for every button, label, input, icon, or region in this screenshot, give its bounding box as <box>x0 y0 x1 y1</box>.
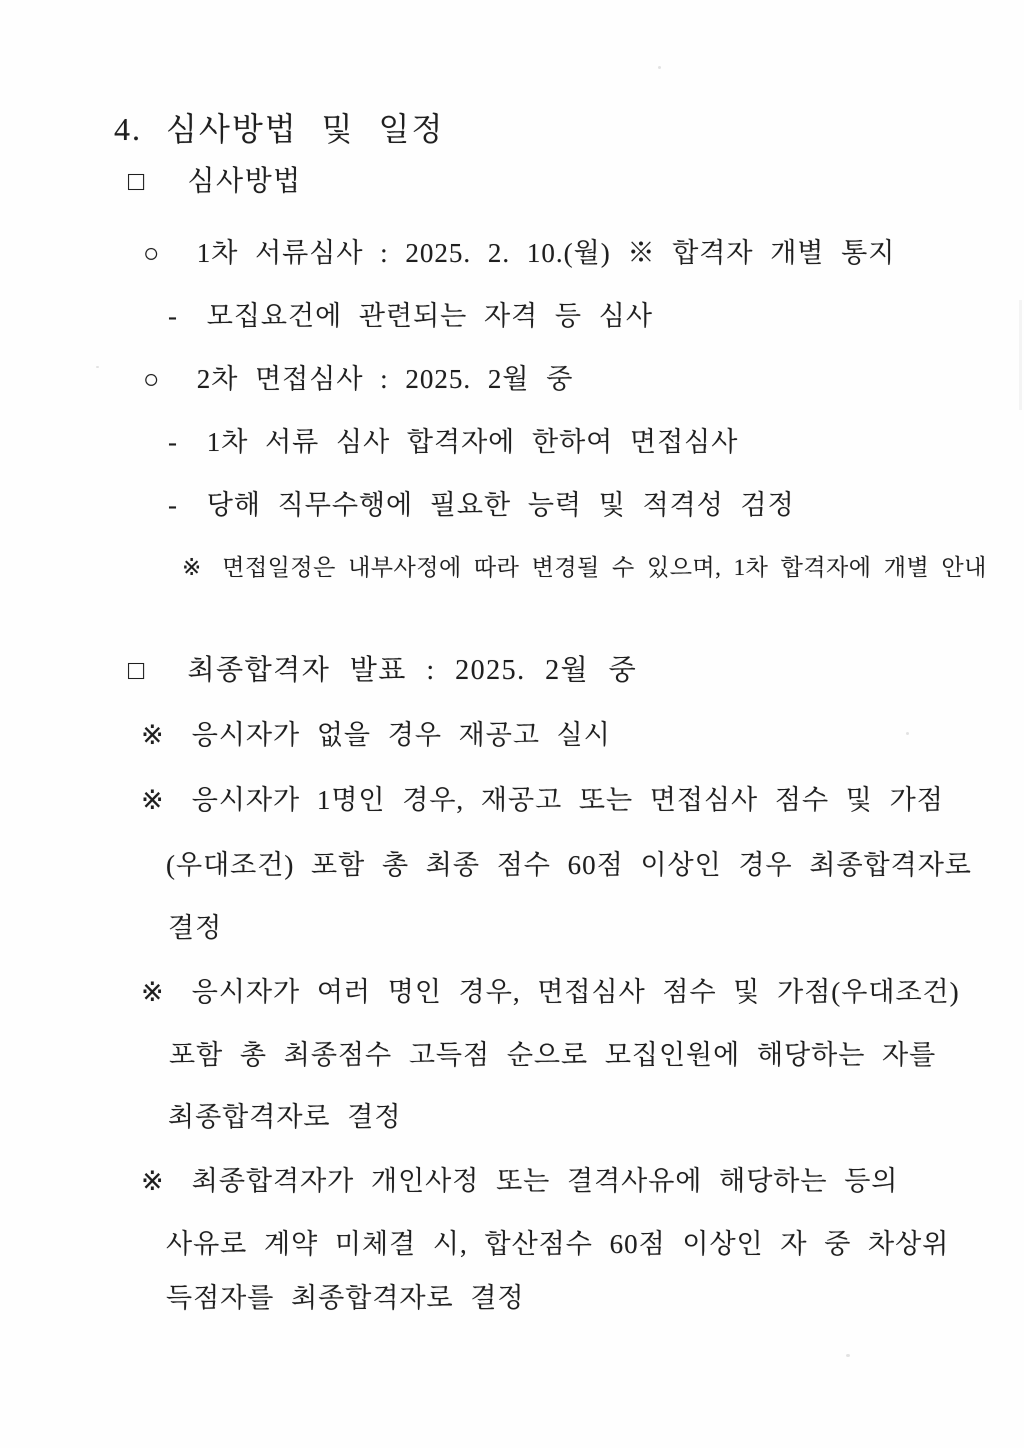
second-round-item <box>143 366 573 393</box>
scan-edge-smudge <box>1019 300 1022 410</box>
reference-mark-icon: ※ <box>141 1166 165 1196</box>
second-round-sub-item-2-text: 당해 직무수행에 필요한 능력 및 적격성 검정 <box>206 490 795 520</box>
final-note-single-applicant-line-3 <box>168 915 222 942</box>
final-note-multiple-applicants-line-2 <box>169 1042 936 1069</box>
reference-mark-icon: ※ <box>141 977 165 1007</box>
final-note-disqualification-text-1: 최종합격자가 개인사정 또는 결격사유에 해당하는 등의 <box>191 1166 899 1196</box>
final-note-disqualification-line-1 <box>141 1168 898 1195</box>
second-round-item-text: 2차 면접심사 : 2025. 2월 중 <box>196 364 574 394</box>
final-note-single-applicant-text-2: (우대조건) 포함 총 최종 점수 60점 이상인 경우 최종합격자로 <box>166 850 972 880</box>
second-round-sub-item-1 <box>168 429 738 456</box>
scan-speckle <box>96 366 99 368</box>
final-note-single-applicant-text-3: 결정 <box>168 913 223 943</box>
reference-mark-icon: ※ <box>182 555 202 580</box>
document-heading-text: 4. 심사방법 및 일정 <box>114 111 445 147</box>
review-method-section-header <box>128 168 302 196</box>
scan-speckle <box>658 66 661 69</box>
interview-schedule-note <box>182 556 987 579</box>
square-bullet-icon: □ <box>128 655 146 685</box>
final-announcement-section-title: 최종합격자 발표 : 2025. 2월 중 <box>187 655 638 686</box>
final-note-multiple-applicants-line-1 <box>141 979 960 1006</box>
circle-bullet-icon: ○ <box>143 238 161 268</box>
final-note-multiple-applicants-text-1: 응시자가 여러 명인 경우, 면접심사 점수 및 가점(우대조건) <box>191 977 960 1007</box>
interview-schedule-note-text: 면접일정은 내부사정에 따라 변경될 수 있으며, 1차 합격자에 개별 안내 <box>222 555 987 580</box>
first-round-item-text: 1차 서류심사 : 2025. 2. 10.(월) ※ 합격자 개별 통지 <box>196 238 896 268</box>
second-round-sub-item-1-text: 1차 서류 심사 합격자에 한하여 면접심사 <box>206 427 739 457</box>
first-round-sub-item <box>168 303 653 330</box>
final-note-single-applicant-line-1 <box>141 787 944 814</box>
final-note-multiple-applicants-text-3: 최종합격자로 결정 <box>168 1102 402 1132</box>
scan-speckle <box>846 1354 850 1357</box>
circle-bullet-icon: ○ <box>143 364 161 394</box>
first-round-sub-item-text: 모집요건에 관련되는 자격 등 심사 <box>206 301 653 331</box>
final-note-multiple-applicants-text-2: 포함 총 최종점수 고득점 순으로 모집인원에 해당하는 자를 <box>169 1040 937 1070</box>
final-note-disqualification-text-2: 사유로 계약 미체결 시, 합산점수 60점 이상인 자 중 차상위 <box>166 1229 950 1259</box>
review-method-section-title: 심사방법 <box>187 166 302 197</box>
final-note-disqualification-line-3 <box>166 1285 524 1312</box>
dash-bullet-icon: - <box>168 427 178 457</box>
reference-mark-icon: ※ <box>141 720 165 750</box>
square-bullet-icon: □ <box>128 166 146 196</box>
document-heading <box>114 113 444 145</box>
final-note-disqualification-line-2 <box>166 1231 949 1258</box>
first-round-item <box>143 240 895 267</box>
final-announcement-section-header <box>128 657 637 685</box>
final-note-no-applicant <box>141 722 611 749</box>
final-note-disqualification-text-3: 득점자를 최종합격자로 결정 <box>166 1283 525 1313</box>
second-round-sub-item-2 <box>168 492 795 519</box>
final-note-multiple-applicants-line-3 <box>168 1104 401 1131</box>
final-note-single-applicant-text-1: 응시자가 1명인 경우, 재공고 또는 면접심사 점수 및 가점 <box>191 785 944 815</box>
dash-bullet-icon: - <box>168 490 178 520</box>
scan-speckle <box>906 732 909 735</box>
reference-mark-icon: ※ <box>141 785 165 815</box>
dash-bullet-icon: - <box>168 301 178 331</box>
final-note-no-applicant-text: 응시자가 없을 경우 재공고 실시 <box>191 720 611 750</box>
final-note-single-applicant-line-2 <box>166 852 972 879</box>
